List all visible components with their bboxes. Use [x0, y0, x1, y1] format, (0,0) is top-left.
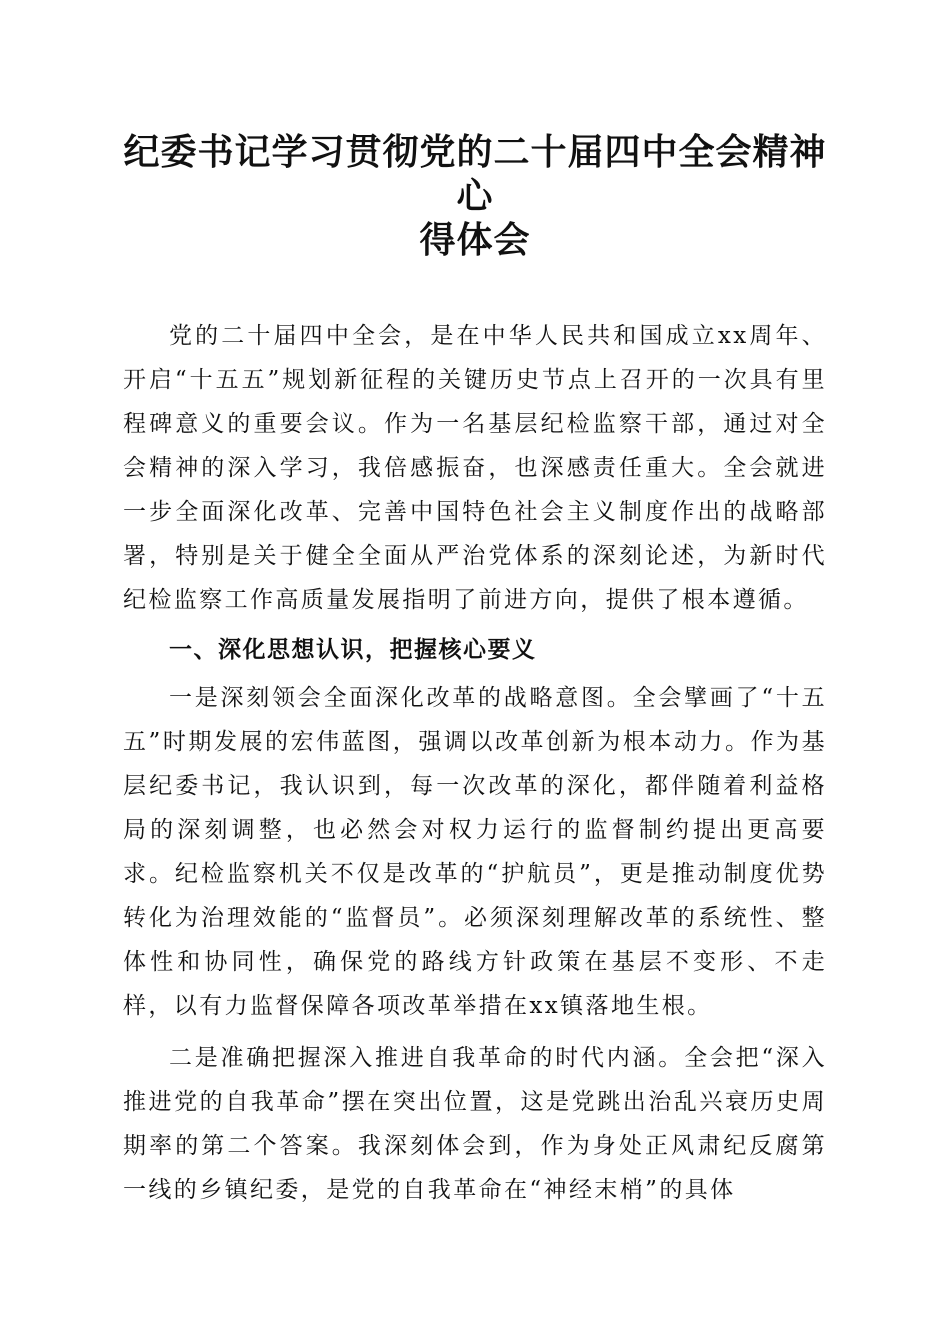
paragraph-1: [123, 676, 827, 1028]
paragraph-2-lead: 二是准确把握深入推进自我革命的时代内涵。: [169, 1045, 685, 1071]
paragraph-1-body: 全会擘画了“十五五”时期发展的宏伟蓝图，强调以改革创新为根本动力。作为基层纪委书记，我认识到，每一次改革的深化，都伴随着利益格局的深刻调整，也必然会对权力运行的监督制约提出更高要求。纪检监察机关不仅是改革的“护航员”，更是推动制度优势转化为治理效能的“监督员”。必须深刻理解改革的系统性、整体性和协同性，确保党的路线方针政策在基层不变形、不走样，以有力监督保障各项改革举措在xx镇落地生根。: [123, 685, 827, 1019]
paragraph-2-body: 全会把“深入推进党的自我革命”摆在突出位置，这是党跳出治乱兴衰历史周期率的第二个答案。我深刻体会到，作为身处正风肃纪反腐第一线的乡镇纪委，是党的自我革命在“神经末梢”的具体: [123, 1045, 827, 1203]
title-line-1: 纪委书记学习贯彻党的二十届四中全会精神心: [123, 131, 827, 217]
title-line-2: 得体会: [419, 219, 531, 261]
document-title: [123, 130, 827, 262]
section-heading-1: 一、深化思想认识，把握核心要义: [169, 637, 537, 663]
document-body: [123, 314, 827, 1212]
paragraph-1-lead: 一是深刻领会全面深化改革的战略意图。: [169, 685, 633, 711]
paragraph-2: [123, 1036, 827, 1212]
intro-paragraph: 党的二十届四中全会，是在中华人民共和国成立xx周年、开启“十五五”规划新征程的关键历史节点上召开的一次具有里程碑意义的重要会议。作为一名基层纪检监察干部，通过对全会精神的深入学习，我倍感振奋，也深感责任重大。全会就进一步全面深化改革、完善中国特色社会主义制度作出的战略部署，特别是关于健全全面从严治党体系的深刻论述，为新时代纪检监察工作高质量发展指明了前进方向，提供了根本遵循。: [123, 323, 827, 613]
